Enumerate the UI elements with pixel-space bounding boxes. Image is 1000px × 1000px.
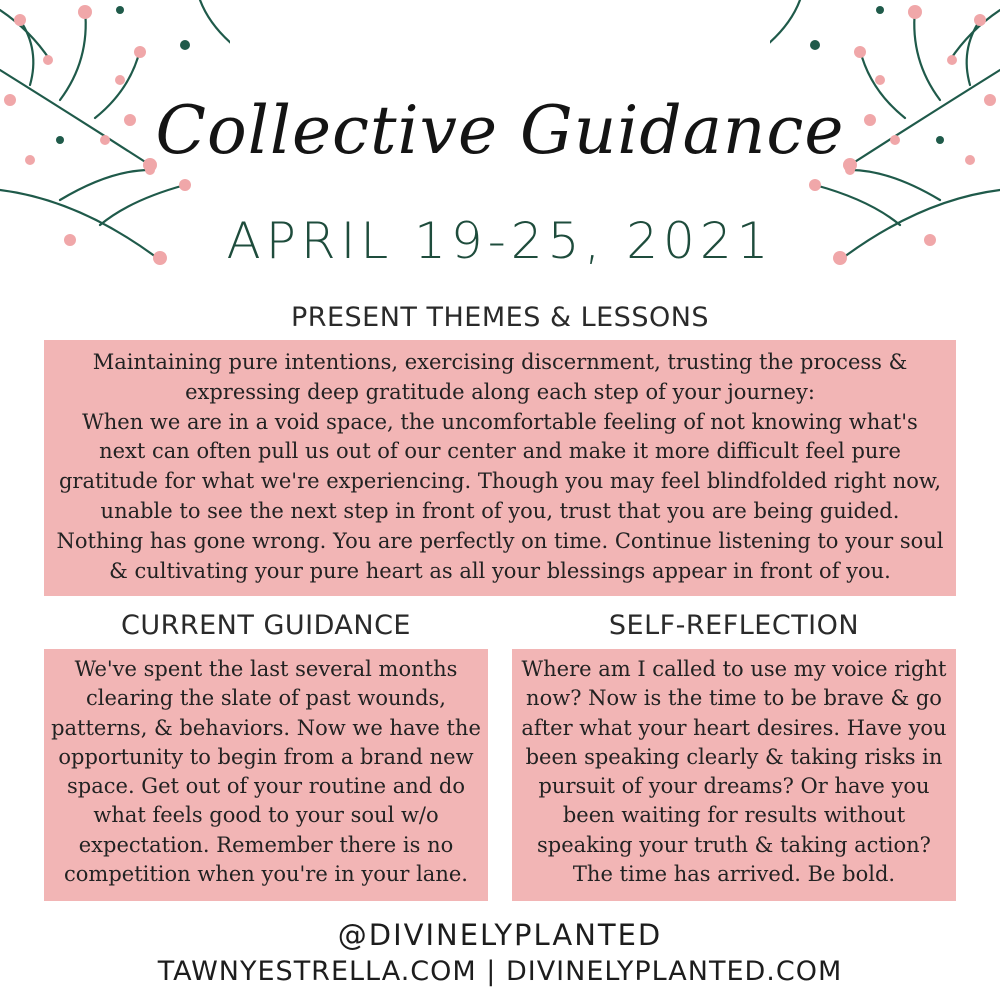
social-handle: @DIVINELYPLANTED	[337, 918, 663, 952]
self-reflection-heading: SELF-REFLECTION	[608, 610, 860, 641]
present-themes-box	[44, 340, 956, 596]
current-guidance-heading: CURRENT GUIDANCE	[120, 610, 411, 641]
present-themes-heading: PRESENT THEMES & LESSONS	[290, 302, 710, 333]
page-title: Collective Guidance	[155, 92, 845, 169]
self-reflection-box	[512, 649, 956, 901]
self-reflection-body: Where am I called to use my voice right now? Now is the time to be brave & go after what your heart desires. Have you been speaking clearly & taking risks in pursuit of your dreams? Or have you been waiting for results without speaking your truth & taking action? The time has arrived. Be bold.	[521, 657, 947, 887]
current-guidance-box	[44, 649, 488, 901]
current-guidance-body: We've spent the last several months clearing the slate of past wounds, patterns, & behaviors. Now we have the opportunity to begin from a brand new space. Get out of your routine and do what feels good to your soul w/o expectation. Remember there is no competition when you're in your lane.	[51, 657, 481, 887]
date-range: APRIL 19-25, 2021	[226, 212, 774, 270]
website-links: TAWNYESTRELLA.COM | DIVINELYPLANTED.COM	[157, 956, 843, 987]
present-themes-body: When we are in a void space, the uncomfortable feeling of not knowing what's next can often pull us out of our center and make it more difficult feel pure gratitude for what we're experiencing. Though you may feel blindfolded right now, unable to see the next step in front of you, trust that you are being guided. Nothing has gone wrong. You are perfectly on time. Continue listening to your soul & cultivating your pure heart as all your blessings appear in front of you.	[56, 409, 944, 583]
present-themes-intro: Maintaining pure intentions, exercising discernment, trusting the process & expressing deep gratitude along each step of your journey:	[92, 350, 908, 404]
